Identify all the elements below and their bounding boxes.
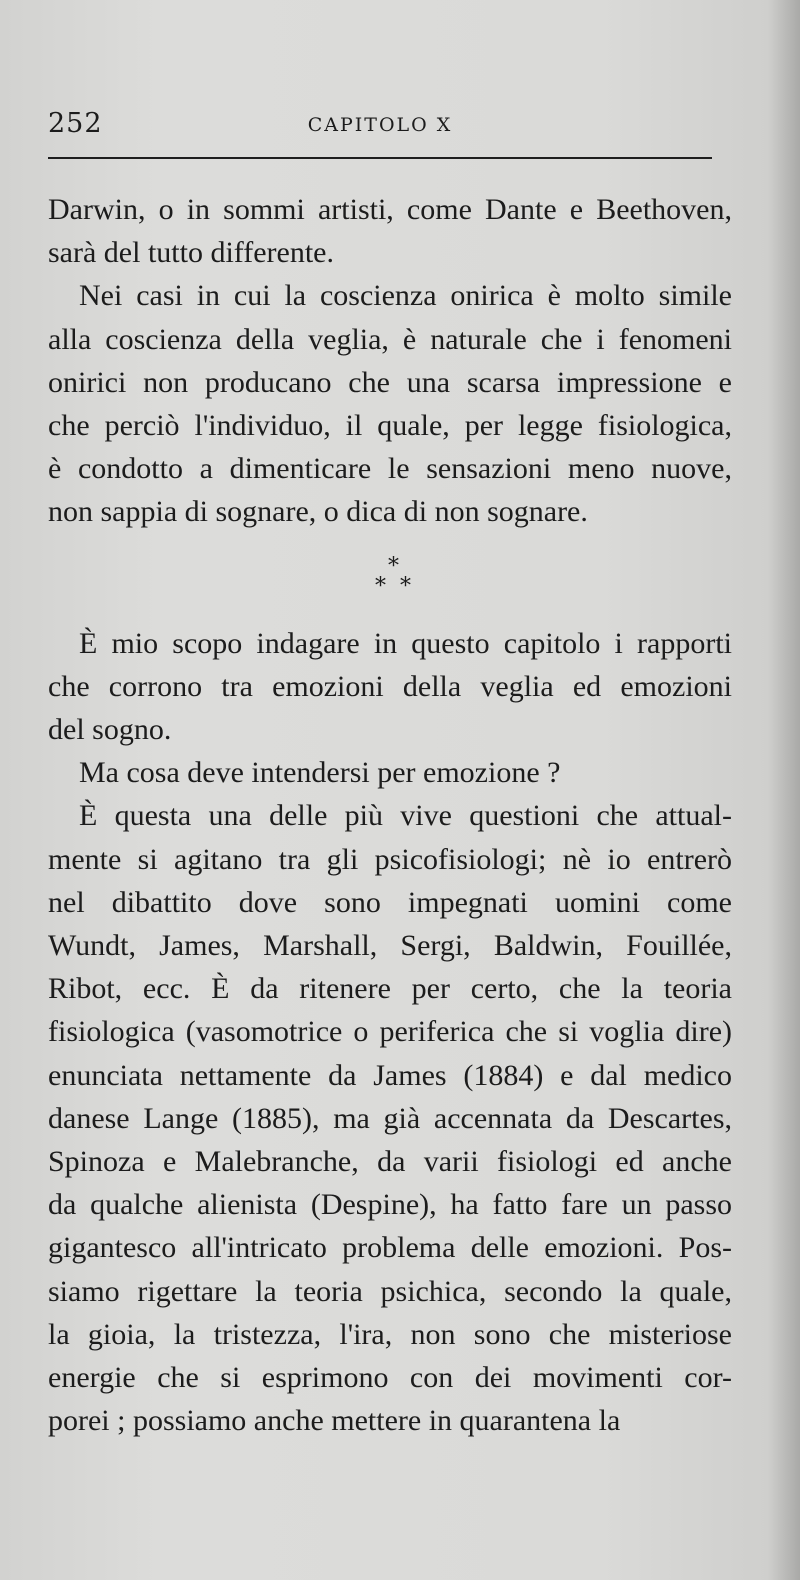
text-line: alla coscienza della veglia, è naturale che i fenomeni: [48, 322, 732, 356]
text-line: Wundt, James, Marshall, Sergi, Baldwin, Fouillée,: [48, 929, 732, 963]
paragraph: [48, 794, 732, 1442]
text-line: è condotto a dimenticare le sensazioni meno nuove,: [48, 452, 732, 486]
paragraph: [48, 751, 732, 794]
text-line: Ma cosa deve intendersi per emozione ?: [79, 756, 561, 790]
text-line: la gioia, la tristezza, l'ira, non sono che misteriose: [48, 1317, 732, 1351]
text-line: enunciata nettamente da James (1884) e dal medico: [48, 1058, 732, 1092]
text-line: da qualche alienista (Despine), ha fatto fare un passo: [48, 1188, 732, 1222]
asterism-divider: [48, 534, 732, 622]
text-line: mente si agitano tra gli psicofisiologi; nè io entrerò: [48, 842, 732, 876]
chapter-title: CAPITOLO X: [307, 114, 453, 136]
asterisk: *: [375, 573, 386, 599]
paragraph: [48, 188, 732, 274]
text-line: siamo rigettare la teoria psichica, secondo la quale,: [48, 1274, 732, 1308]
text-line: danese Lange (1885), ma già accennata da Descartes,: [48, 1101, 732, 1135]
text-line: fisiologica (vasomotrice o periferica che si voglia dire): [48, 1015, 732, 1049]
text-line: Darwin, o in sommi artisti, come Dante e Beethoven,: [48, 193, 732, 226]
asterisk: *: [400, 573, 411, 599]
text-line: nel dibattito dove sono impegnati uomini come: [48, 885, 732, 919]
text-line: energie che si esprimono con dei movimenti cor-: [48, 1361, 732, 1395]
paragraph: [48, 622, 732, 752]
text-line: gigantesco all'intricato problema delle emozioni. Pos-: [48, 1231, 732, 1265]
asterisk: *: [388, 553, 399, 579]
text-line: onirici non producano che una scarsa impressione e: [48, 365, 732, 399]
header-rule: [48, 157, 712, 159]
text-line: sarà del tutto differente.: [48, 236, 334, 270]
text-line: del sogno.: [48, 713, 172, 747]
body-text: [48, 188, 732, 1442]
text-line: che corrono tra emozioni della veglia ed emozioni: [48, 669, 732, 703]
page-number: 252: [48, 108, 103, 139]
text-line: Spinoza e Malebranche, da varii fisiologi ed anche: [48, 1145, 732, 1179]
text-line: non sappia di sognare, o dica di non sognare.: [48, 495, 588, 529]
text-line: Nei casi in cui la coscienza onirica è molto simile: [79, 279, 732, 313]
text-line: È mio scopo indagare in questo capitolo i rapporti: [79, 626, 732, 660]
text-line: Ribot, ecc. È da ritenere per certo, che la teoria: [48, 972, 732, 1006]
text-line: porei ; possiamo anche mettere in quarantena la: [48, 1404, 621, 1438]
paragraph: [48, 274, 732, 533]
text-line: che perciò l'individuo, il quale, per legge fisiologica,: [48, 409, 732, 443]
running-head: [48, 108, 712, 148]
text-line: È questa una delle più vive questioni che attual-: [79, 799, 732, 833]
